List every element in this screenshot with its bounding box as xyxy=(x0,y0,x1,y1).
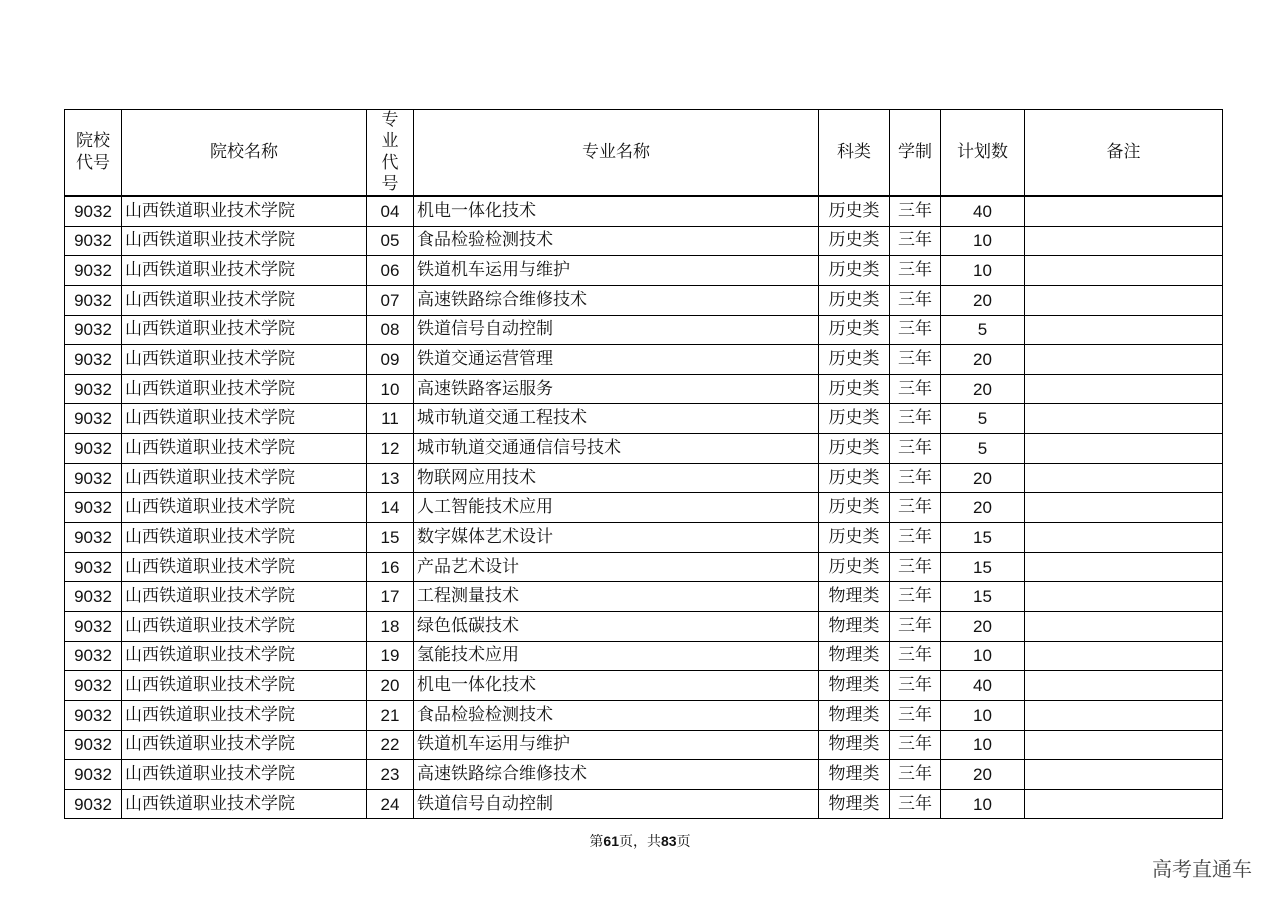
cell-major-code: 22 xyxy=(367,730,414,760)
table-row xyxy=(65,374,1223,404)
cell-note xyxy=(1025,523,1223,553)
footer-prefix: 第 xyxy=(589,834,604,850)
cell-school-code: 9032 xyxy=(65,345,122,375)
cell-note xyxy=(1025,789,1223,819)
cell-major-name: 城市轨道交通通信信号技术 xyxy=(414,434,819,464)
cell-category: 物理类 xyxy=(819,789,890,819)
cell-note xyxy=(1025,730,1223,760)
cell-school-name: 山西铁道职业技术学院 xyxy=(122,285,367,315)
footer-page-number: 61 xyxy=(603,833,619,849)
cell-category: 历史类 xyxy=(819,463,890,493)
cell-category: 物理类 xyxy=(819,641,890,671)
cell-note xyxy=(1025,611,1223,641)
table-row xyxy=(65,700,1223,730)
cell-duration: 三年 xyxy=(890,789,941,819)
cell-category: 物理类 xyxy=(819,760,890,790)
cell-school-code: 9032 xyxy=(65,641,122,671)
table-row xyxy=(65,463,1223,493)
cell-major-code: 20 xyxy=(367,671,414,701)
header-row xyxy=(65,110,1223,197)
cell-major-name: 城市轨道交通工程技术 xyxy=(414,404,819,434)
cell-category: 历史类 xyxy=(819,315,890,345)
cell-plan: 15 xyxy=(941,582,1025,612)
cell-major-name: 铁道机车运用与维护 xyxy=(414,256,819,286)
cell-school-name: 山西铁道职业技术学院 xyxy=(122,374,367,404)
cell-major-code: 04 xyxy=(367,196,414,226)
cell-note xyxy=(1025,434,1223,464)
cell-plan: 15 xyxy=(941,552,1025,582)
cell-major-name: 铁道信号自动控制 xyxy=(414,789,819,819)
cell-major-name: 铁道机车运用与维护 xyxy=(414,730,819,760)
cell-plan: 10 xyxy=(941,256,1025,286)
cell-duration: 三年 xyxy=(890,730,941,760)
table-row xyxy=(65,226,1223,256)
header-plan: 计划数 xyxy=(941,110,1025,197)
header-major-code: 专业代号 xyxy=(367,110,414,197)
cell-major-code: 12 xyxy=(367,434,414,464)
cell-category: 物理类 xyxy=(819,671,890,701)
cell-category: 历史类 xyxy=(819,404,890,434)
cell-school-name: 山西铁道职业技术学院 xyxy=(122,196,367,226)
cell-duration: 三年 xyxy=(890,345,941,375)
cell-plan: 20 xyxy=(941,285,1025,315)
cell-major-code: 06 xyxy=(367,256,414,286)
cell-school-name: 山西铁道职业技术学院 xyxy=(122,523,367,553)
cell-major-code: 21 xyxy=(367,700,414,730)
cell-note xyxy=(1025,226,1223,256)
cell-plan: 10 xyxy=(941,700,1025,730)
cell-note xyxy=(1025,582,1223,612)
cell-major-name: 人工智能技术应用 xyxy=(414,493,819,523)
cell-school-name: 山西铁道职业技术学院 xyxy=(122,582,367,612)
cell-category: 历史类 xyxy=(819,552,890,582)
cell-school-name: 山西铁道职业技术学院 xyxy=(122,789,367,819)
header-major-name: 专业名称 xyxy=(414,110,819,197)
cell-duration: 三年 xyxy=(890,285,941,315)
cell-plan: 20 xyxy=(941,345,1025,375)
footer-total-pages: 83 xyxy=(661,833,677,849)
cell-school-name: 山西铁道职业技术学院 xyxy=(122,493,367,523)
cell-plan: 20 xyxy=(941,611,1025,641)
cell-duration: 三年 xyxy=(890,226,941,256)
cell-school-code: 9032 xyxy=(65,552,122,582)
cell-major-name: 数字媒体艺术设计 xyxy=(414,523,819,553)
cell-note xyxy=(1025,196,1223,226)
cell-duration: 三年 xyxy=(890,523,941,553)
admission-plan-table xyxy=(64,109,1223,819)
cell-category: 物理类 xyxy=(819,730,890,760)
cell-note xyxy=(1025,315,1223,345)
cell-category: 历史类 xyxy=(819,374,890,404)
cell-category: 历史类 xyxy=(819,523,890,553)
cell-duration: 三年 xyxy=(890,196,941,226)
cell-plan: 10 xyxy=(941,226,1025,256)
cell-major-name: 机电一体化技术 xyxy=(414,671,819,701)
cell-major-code: 23 xyxy=(367,760,414,790)
cell-duration: 三年 xyxy=(890,256,941,286)
cell-major-code: 16 xyxy=(367,552,414,582)
cell-plan: 5 xyxy=(941,434,1025,464)
cell-note xyxy=(1025,463,1223,493)
cell-category: 历史类 xyxy=(819,285,890,315)
cell-school-name: 山西铁道职业技术学院 xyxy=(122,256,367,286)
cell-category: 历史类 xyxy=(819,196,890,226)
cell-note xyxy=(1025,404,1223,434)
cell-school-name: 山西铁道职业技术学院 xyxy=(122,700,367,730)
cell-major-name: 高速铁路综合维修技术 xyxy=(414,760,819,790)
cell-school-code: 9032 xyxy=(65,730,122,760)
cell-plan: 20 xyxy=(941,463,1025,493)
table-row xyxy=(65,552,1223,582)
cell-duration: 三年 xyxy=(890,552,941,582)
cell-major-code: 24 xyxy=(367,789,414,819)
cell-note xyxy=(1025,256,1223,286)
cell-plan: 10 xyxy=(941,730,1025,760)
cell-duration: 三年 xyxy=(890,671,941,701)
cell-note xyxy=(1025,345,1223,375)
cell-school-code: 9032 xyxy=(65,582,122,612)
cell-major-name: 机电一体化技术 xyxy=(414,196,819,226)
cell-school-code: 9032 xyxy=(65,434,122,464)
cell-school-name: 山西铁道职业技术学院 xyxy=(122,345,367,375)
cell-plan: 40 xyxy=(941,196,1025,226)
cell-plan: 20 xyxy=(941,760,1025,790)
table-row xyxy=(65,315,1223,345)
table-row xyxy=(65,285,1223,315)
cell-school-code: 9032 xyxy=(65,226,122,256)
cell-major-name: 高速铁路客运服务 xyxy=(414,374,819,404)
cell-note xyxy=(1025,760,1223,790)
cell-school-name: 山西铁道职业技术学院 xyxy=(122,760,367,790)
cell-major-code: 05 xyxy=(367,226,414,256)
cell-duration: 三年 xyxy=(890,582,941,612)
cell-major-name: 铁道交通运营管理 xyxy=(414,345,819,375)
cell-plan: 20 xyxy=(941,374,1025,404)
cell-category: 历史类 xyxy=(819,345,890,375)
cell-school-code: 9032 xyxy=(65,789,122,819)
cell-school-code: 9032 xyxy=(65,285,122,315)
cell-major-name: 工程测量技术 xyxy=(414,582,819,612)
cell-school-name: 山西铁道职业技术学院 xyxy=(122,611,367,641)
cell-major-code: 18 xyxy=(367,611,414,641)
cell-major-code: 14 xyxy=(367,493,414,523)
cell-note xyxy=(1025,552,1223,582)
cell-category: 物理类 xyxy=(819,700,890,730)
cell-note xyxy=(1025,285,1223,315)
cell-duration: 三年 xyxy=(890,700,941,730)
footer-suffix: 页 xyxy=(676,834,691,850)
cell-major-code: 13 xyxy=(367,463,414,493)
cell-school-code: 9032 xyxy=(65,671,122,701)
cell-school-code: 9032 xyxy=(65,700,122,730)
cell-duration: 三年 xyxy=(890,434,941,464)
cell-plan: 20 xyxy=(941,493,1025,523)
cell-school-name: 山西铁道职业技术学院 xyxy=(122,730,367,760)
table-row xyxy=(65,671,1223,701)
cell-major-name: 产品艺术设计 xyxy=(414,552,819,582)
cell-major-code: 09 xyxy=(367,345,414,375)
cell-note xyxy=(1025,493,1223,523)
cell-school-code: 9032 xyxy=(65,374,122,404)
cell-duration: 三年 xyxy=(890,760,941,790)
cell-category: 历史类 xyxy=(819,226,890,256)
table-row xyxy=(65,404,1223,434)
cell-category: 物理类 xyxy=(819,582,890,612)
cell-major-name: 食品检验检测技术 xyxy=(414,226,819,256)
header-school-code: 院校代号 xyxy=(65,110,122,197)
table-header xyxy=(65,110,1223,197)
cell-major-name: 食品检验检测技术 xyxy=(414,700,819,730)
cell-school-name: 山西铁道职业技术学院 xyxy=(122,641,367,671)
header-duration: 学制 xyxy=(890,110,941,197)
cell-major-name: 高速铁路综合维修技术 xyxy=(414,285,819,315)
cell-note xyxy=(1025,671,1223,701)
header-school-name: 院校名称 xyxy=(122,110,367,197)
cell-plan: 10 xyxy=(941,641,1025,671)
cell-school-code: 9032 xyxy=(65,611,122,641)
cell-major-code: 08 xyxy=(367,315,414,345)
table-row xyxy=(65,641,1223,671)
cell-school-name: 山西铁道职业技术学院 xyxy=(122,434,367,464)
cell-major-code: 11 xyxy=(367,404,414,434)
cell-school-code: 9032 xyxy=(65,493,122,523)
cell-major-code: 10 xyxy=(367,374,414,404)
cell-major-name: 物联网应用技术 xyxy=(414,463,819,493)
cell-plan: 40 xyxy=(941,671,1025,701)
cell-plan: 10 xyxy=(941,789,1025,819)
header-note: 备注 xyxy=(1025,110,1223,197)
cell-school-code: 9032 xyxy=(65,523,122,553)
cell-note xyxy=(1025,374,1223,404)
cell-school-name: 山西铁道职业技术学院 xyxy=(122,463,367,493)
footer-middle: 页，共 xyxy=(619,834,661,850)
page-footer xyxy=(0,831,1280,851)
watermark: 高考直通车 xyxy=(1152,857,1252,881)
cell-school-code: 9032 xyxy=(65,760,122,790)
table-row xyxy=(65,196,1223,226)
cell-school-code: 9032 xyxy=(65,404,122,434)
table-row xyxy=(65,730,1223,760)
cell-major-code: 19 xyxy=(367,641,414,671)
table-row xyxy=(65,611,1223,641)
cell-major-code: 07 xyxy=(367,285,414,315)
cell-duration: 三年 xyxy=(890,463,941,493)
cell-plan: 5 xyxy=(941,404,1025,434)
cell-school-name: 山西铁道职业技术学院 xyxy=(122,552,367,582)
table-row xyxy=(65,582,1223,612)
cell-duration: 三年 xyxy=(890,404,941,434)
cell-school-name: 山西铁道职业技术学院 xyxy=(122,226,367,256)
cell-note xyxy=(1025,641,1223,671)
cell-school-name: 山西铁道职业技术学院 xyxy=(122,404,367,434)
cell-major-name: 铁道信号自动控制 xyxy=(414,315,819,345)
table-row xyxy=(65,789,1223,819)
cell-category: 物理类 xyxy=(819,611,890,641)
cell-school-name: 山西铁道职业技术学院 xyxy=(122,315,367,345)
cell-school-code: 9032 xyxy=(65,256,122,286)
cell-major-name: 绿色低碳技术 xyxy=(414,611,819,641)
cell-major-name: 氢能技术应用 xyxy=(414,641,819,671)
cell-duration: 三年 xyxy=(890,315,941,345)
cell-major-code: 17 xyxy=(367,582,414,612)
cell-duration: 三年 xyxy=(890,493,941,523)
cell-school-code: 9032 xyxy=(65,315,122,345)
table-row xyxy=(65,493,1223,523)
table-row xyxy=(65,523,1223,553)
cell-school-name: 山西铁道职业技术学院 xyxy=(122,671,367,701)
cell-category: 历史类 xyxy=(819,434,890,464)
table-row xyxy=(65,256,1223,286)
cell-duration: 三年 xyxy=(890,374,941,404)
cell-duration: 三年 xyxy=(890,641,941,671)
cell-plan: 5 xyxy=(941,315,1025,345)
cell-duration: 三年 xyxy=(890,611,941,641)
table-row xyxy=(65,434,1223,464)
cell-school-code: 9032 xyxy=(65,463,122,493)
cell-plan: 15 xyxy=(941,523,1025,553)
cell-major-code: 15 xyxy=(367,523,414,553)
table-body xyxy=(65,196,1223,819)
cell-note xyxy=(1025,700,1223,730)
cell-category: 历史类 xyxy=(819,256,890,286)
table-row xyxy=(65,760,1223,790)
cell-category: 历史类 xyxy=(819,493,890,523)
header-category: 科类 xyxy=(819,110,890,197)
cell-school-code: 9032 xyxy=(65,196,122,226)
table-row xyxy=(65,345,1223,375)
